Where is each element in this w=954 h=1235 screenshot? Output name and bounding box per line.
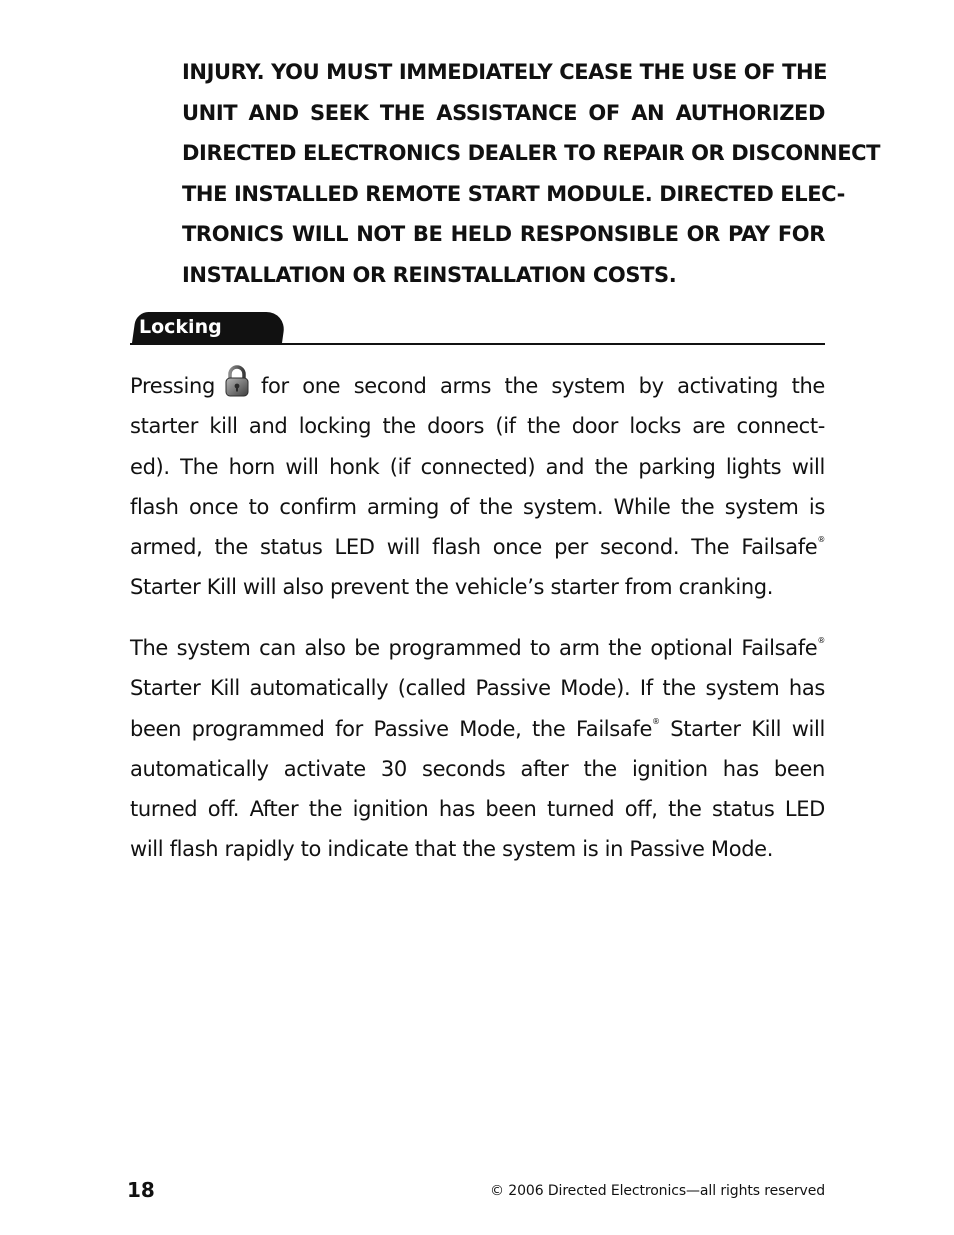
page-number: 18 (127, 1178, 155, 1202)
paragraph-line: Starter Kill will also prevent the vehicle’s starter from cranking. (130, 575, 774, 600)
registered-mark: ® (817, 535, 825, 545)
paragraph-line: automatically activate 30 seconds after the ignition has been (130, 756, 825, 781)
paragraph-line: starter kill and locking the doors (if the door locks are connect- (130, 414, 825, 439)
paragraph-text: armed, the status LED will flash once per second. The Failsafe (130, 535, 818, 560)
section-header-locking (130, 312, 825, 345)
locking-paragraph-2 (130, 628, 825, 870)
paragraph-line: turned off. After the ignition has been turned off, the status LED (130, 797, 825, 822)
warning-line: DIRECTED ELECTRONICS DEALER TO REPAIR OR DISCONNECT (182, 141, 881, 165)
paragraph-text: Pressing (130, 374, 215, 398)
paragraph-line (130, 628, 825, 668)
section-divider (130, 343, 825, 345)
paragraph-line: Starter Kill automatically (called Passive Mode). If the system has (130, 676, 825, 701)
warning-line: UNIT AND SEEK THE ASSISTANCE OF AN AUTHORIZED (182, 100, 825, 125)
paragraph-line: ed). The horn will honk (if connected) and the parking lights will (130, 454, 825, 479)
paragraph-text: The system can also be programmed to arm the optional Failsafe (130, 636, 818, 660)
warning-line: TRONICS WILL NOT BE HELD RESPONSIBLE OR PAY FOR (182, 222, 825, 246)
paragraph-text: for one second arms the system by activating the (260, 374, 825, 398)
paragraph-line (130, 527, 825, 567)
warning-line: INSTALLATION OR REINSTALLATION COSTS. (182, 262, 677, 287)
registered-mark: ® (817, 636, 825, 645)
warning-line: INJURY. YOU MUST IMMEDIATELY CEASE THE USE OF THE (182, 60, 828, 84)
warning-text (182, 52, 881, 295)
paragraph-text: been programmed for Passive Mode, the Failsafe (130, 716, 653, 741)
paragraph-line: flash once to confirm arming of the system. While the system is (130, 494, 825, 519)
paragraph-line (130, 709, 825, 749)
paragraph-line: will flash rapidly to indicate that the system is in Passive Mode. (130, 837, 774, 862)
registered-mark: ® (652, 716, 660, 726)
lock-icon (223, 365, 251, 397)
locking-paragraph-1 (130, 365, 825, 608)
section-title: Locking (139, 316, 222, 338)
warning-line: THE INSTALLED REMOTE START MODULE. DIRECTED ELEC- (182, 181, 845, 206)
paragraph-line (130, 365, 825, 406)
paragraph-text: Starter Kill will (659, 716, 825, 741)
copyright-notice: © 2006 Directed Electronics—all rights reserved (490, 1183, 825, 1199)
